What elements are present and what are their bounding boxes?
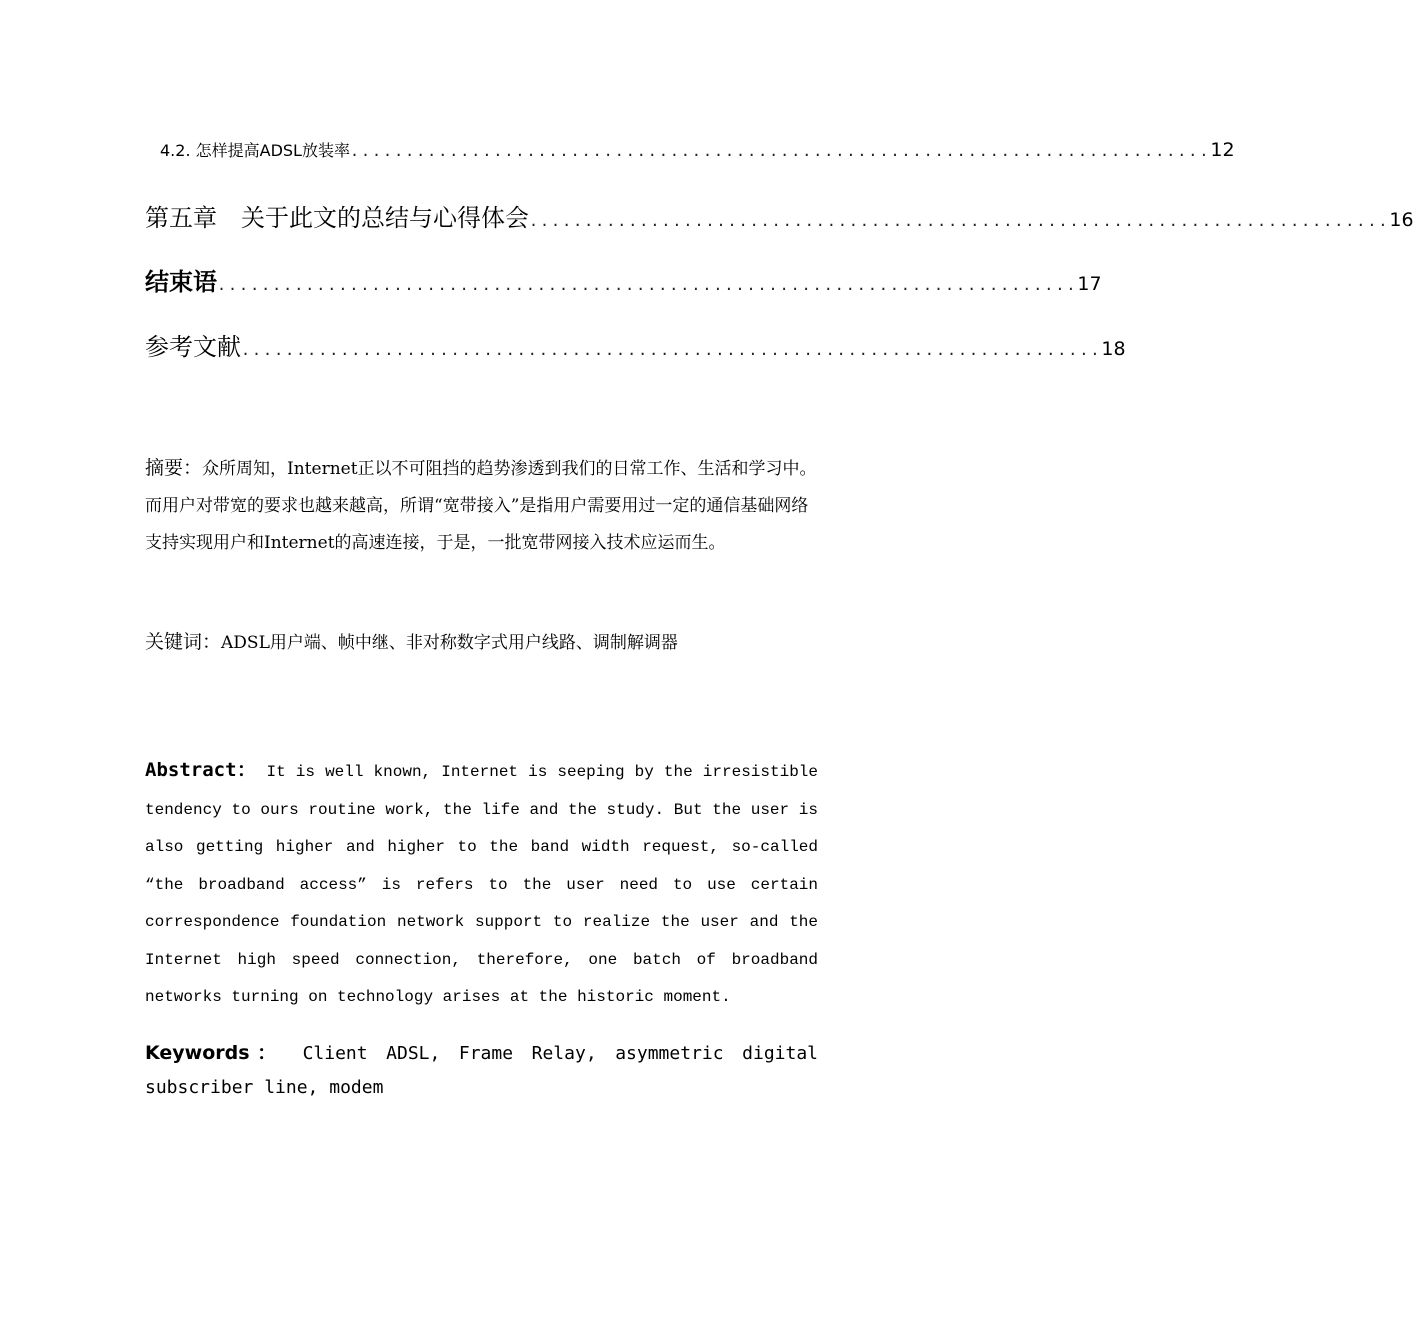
chinese-abstract <box>145 450 818 562</box>
chinese-abstract-label: 摘要： <box>145 457 203 479</box>
toc-leader: .............................................................................. <box>217 276 1078 294</box>
toc-title: 4.2. 怎样提高ADSL放装率 <box>160 141 350 160</box>
toc-page: 18 <box>1101 338 1126 360</box>
toc-title: 第五章 关于此文的总结与心得体会 <box>145 204 529 232</box>
english-abstract-label: Abstract： <box>145 759 257 781</box>
english-abstract-text: It is well known, Internet is seeping by the irresistible tendency to ours routine work, the life and the study. But the user is also getting higher and higher to the band width request, so-called “the broadband access” is refers to the user need to use certain correspondence foundation network support to realize the user and the Internet high speed connection, therefore, one batch of broadband networks turning on technology arises at the historic moment. <box>145 763 819 1006</box>
toc-entry-conclusion[interactable] <box>145 262 1102 297</box>
chinese-keywords <box>145 627 818 654</box>
english-keywords-text: Client ADSL, Frame Relay, asymmetric digital subscriber line, modem <box>145 1043 818 1098</box>
english-keywords-label: Keywords： <box>145 1042 284 1064</box>
toc-entry-references[interactable] <box>145 327 1126 362</box>
toc-entry-4-2[interactable] <box>160 138 1235 161</box>
toc-leader: .............................................................................. <box>529 212 1390 230</box>
toc-leader: .............................................................................. <box>241 341 1102 359</box>
chinese-keywords-label: 关键词： <box>145 631 222 653</box>
toc-title: 结束语 <box>145 268 217 296</box>
toc-page: 12 <box>1210 139 1235 161</box>
toc-page: 17 <box>1077 273 1102 295</box>
toc-leader: .............................................................................. <box>349 142 1211 160</box>
toc-title: 参考文献 <box>145 333 241 361</box>
chinese-abstract-text: 众所周知，Internet正以不可阻挡的趋势渗透到我们的日常工作、生活和学习中。而用户对带宽的要求也越来越高，所谓“宽带接入”是指用户需要用过一定的通信基础网络支持实现用户和Internet的高速连接，于是，一批宽带网接入技术应运而生。 <box>145 459 817 553</box>
toc-page: 16 <box>1389 209 1414 231</box>
english-abstract <box>145 752 818 1017</box>
english-keywords <box>145 1036 818 1105</box>
chinese-keywords-text: ADSL用户端、帧中继、非对称数字式用户线路、调制解调器 <box>221 633 678 653</box>
toc-entry-chapter-5[interactable] <box>145 198 1414 233</box>
